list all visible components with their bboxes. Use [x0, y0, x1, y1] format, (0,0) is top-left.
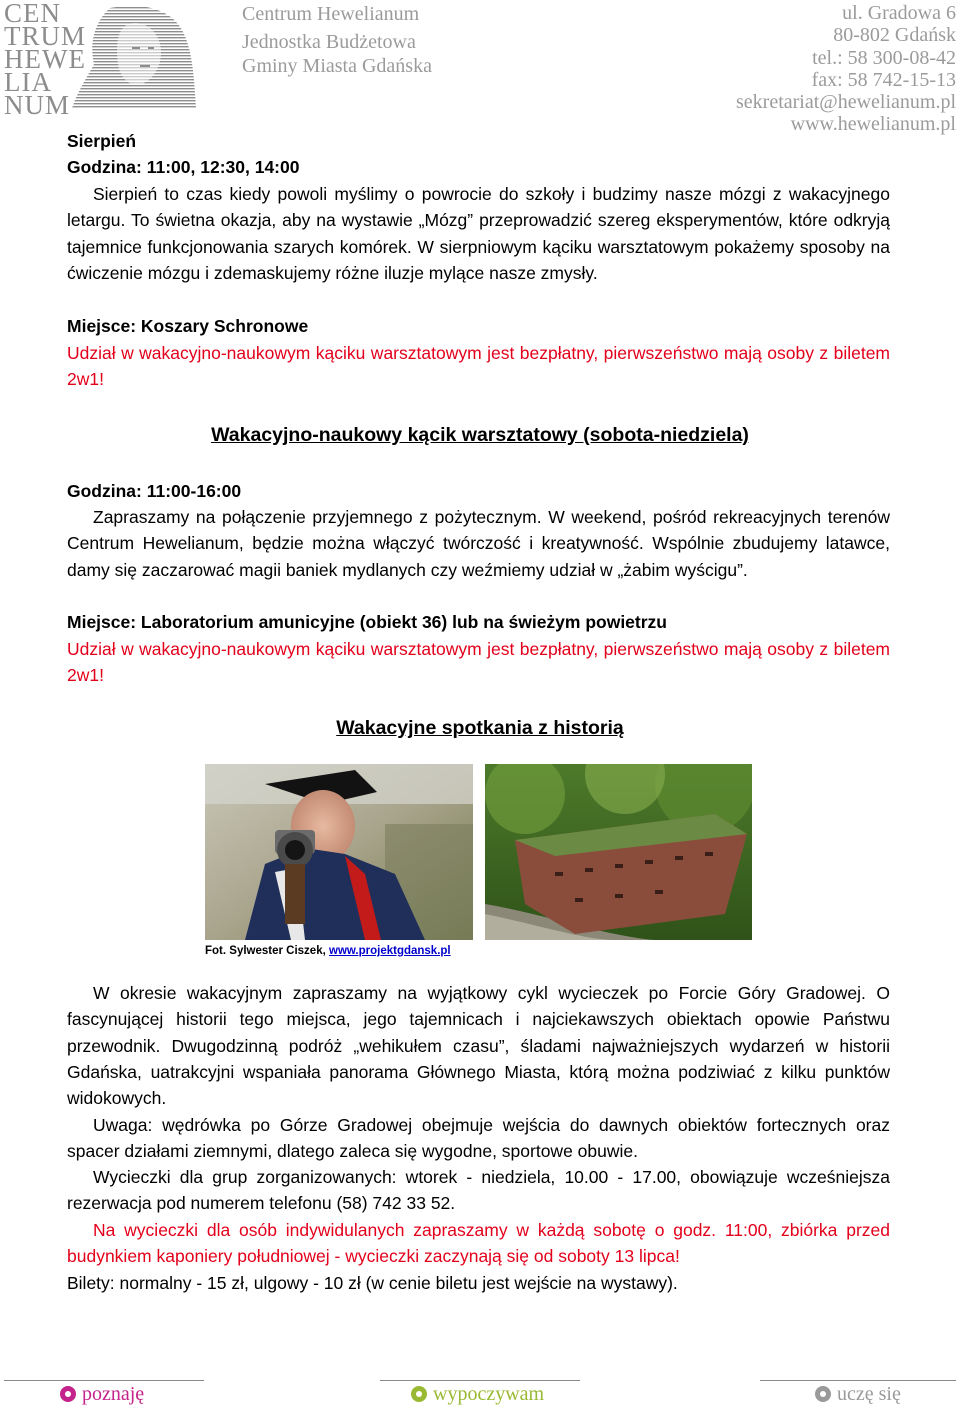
history-heading: Wakacyjne spotkania z historią	[336, 717, 624, 739]
photo-source-link[interactable]: www.projektgdansk.pl	[329, 945, 451, 957]
photo-caption: Fot. Sylwester Ciszek, www.projektgdansk.pl	[205, 945, 451, 957]
website-link[interactable]: www.hewelianum.pl	[790, 113, 956, 136]
month-title: Sierpień	[67, 131, 137, 151]
fort-caponier-photo	[485, 764, 752, 940]
phone: tel.: 58 300-08-42	[812, 46, 956, 69]
weekend-note: Udział w wakacyjno-naukowym kąciku warsztatowym jest bezpłatny, pierwszeństwo mają osoby z biletem 2w1!	[67, 639, 890, 686]
weekend-heading: Wakacyjno-naukowy kącik warsztatowy (sobota-niedziela)	[211, 424, 749, 446]
organization-name: Centrum Hewelianum Jednostka Budżetowa Gminy Miasta Gdańska	[242, 3, 432, 77]
circle-bullet-icon	[815, 1386, 831, 1402]
circle-bullet-icon	[411, 1386, 427, 1402]
history-paragraph-4: Na wycieczki dla osób indywidulanych zapraszamy w każdą sobotę o godz. 11:00, zbiórka przed budynkiem kaponiery południowej - wycieczki zaczynają się od soboty 13 lipca!	[67, 1220, 890, 1267]
circle-bullet-icon	[60, 1386, 76, 1402]
weekend-place: Miejsce: Laboratorium amunicyjne (obiekt 36) lub na świeżym powietrzu	[67, 612, 667, 632]
footer-item-poznaje: poznaję	[60, 1383, 144, 1406]
footer-divider	[760, 1380, 956, 1381]
session-hours: Godzina: 11:00, 12:30, 14:00	[67, 157, 300, 177]
august-note: Udział w wakacyjno-naukowym kąciku warsztatowym jest bezpłatny, pierwszeństwo mają osoby z biletem 2w1!	[67, 343, 890, 390]
fax: fax: 58 742-15-13	[811, 68, 956, 91]
footer-divider	[4, 1380, 204, 1381]
logo-wordmark: CEN TRUM HEWE LIA NUM	[4, 0, 87, 120]
weekend-hours: Godzina: 11:00-16:00	[67, 481, 242, 501]
weekend-description: Zapraszamy na połączenie przyjemnego z pożytecznym. W weekend, pośród rekreacyjnych terenów Centrum Hewelianum, będzie można włączyć twórczość i kreatywność. Wspólnie zbudujemy latawce, damy się zaczarować magii baniek mydlanych czy weźmiemy udział w „żabim wyścigu”.	[67, 507, 890, 580]
august-description: Sierpień to czas kiedy powoli myślimy o powrocie do szkoły i budzimy nasze mózgi z wakacyjnego letargu. To świetna okazja, aby na wystawie „Mózg” przeprowadzić szereg eksperymentów, które odkryją tajemnice funkcjonowania szarych komórek. W sierpniowym kąciku warsztatowym pokażemy sposoby na ćwiczenie mózgu i zdemaskujemy różne iluzje mylące nasze zmysły.	[67, 184, 890, 283]
postal-city: 80-802 Gdańsk	[833, 24, 956, 47]
soldier-musket-photo	[205, 764, 473, 940]
august-place: Miejsce: Koszary Schronowe	[67, 316, 309, 336]
email-link[interactable]: sekretariat@hewelianum.pl	[736, 91, 956, 114]
hevelius-portrait-icon	[70, 4, 198, 110]
footer-divider	[380, 1380, 580, 1381]
history-paragraph-3: Wycieczki dla grup zorganizowanych: wtorek - niedziela, 10.00 - 17.00, obowiązuje wcześniejsza rezerwacja pod numerem telefonu (58) 742 33 52.	[67, 1167, 890, 1214]
footer-item-ucze-sie: uczę się	[815, 1383, 901, 1406]
ticket-prices: Bilety: normalny - 15 zł, ulgowy - 10 zł (w cenie biletu jest wejście na wystawy).	[67, 1273, 678, 1293]
history-paragraph-2: Uwaga: wędrówka po Górze Gradowej obejmuje wejścia do dawnych obiektów fortecznych oraz spacer działami ziemnymi, dlatego zaleca się wygodne, sportowe obuwie.	[67, 1115, 890, 1162]
contact-address	[736, 2, 956, 136]
history-paragraph-1: W okresie wakacyjnym zapraszamy na wyjątkowy cykl wycieczek po Forcie Góry Gradowej. O fascynującej historii tego miejsca, jego tajemnicach i najciekawszych obiektach opowie Państwu przewodnik. Dwugodzinną podróż „wehikułem czasu”, śladami najważniejszych wydarzeń w historii Gdańska, uatrakcyjni wspaniała panorama Głównego Miasta, którą można podziwiać z kilku punktów widokowych.	[67, 983, 890, 1109]
hewelianum-logo	[4, 0, 200, 120]
footer-item-wypoczywam: wypoczywam	[411, 1383, 544, 1406]
street: ul. Gradowa 6	[842, 2, 956, 24]
